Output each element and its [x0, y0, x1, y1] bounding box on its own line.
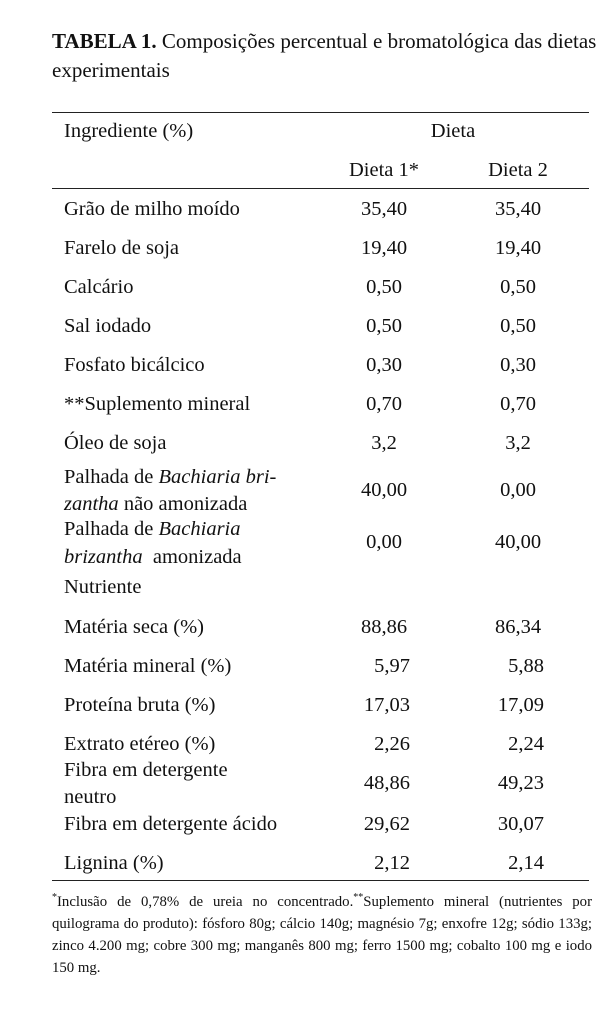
ingredient-d1: 35,40: [360, 198, 408, 220]
ingredient-name: Sal iodado: [64, 315, 152, 337]
header-dieta-2: Dieta 2: [488, 159, 548, 181]
nutrient-name: Matéria mineral (%): [64, 655, 232, 677]
ingredient-d1: 0,00: [366, 531, 402, 553]
nutrient-d2: 2,14: [508, 852, 544, 874]
header-dieta-group: Dieta: [430, 120, 476, 142]
header-rule: [52, 188, 589, 189]
nutrient-d2: 17,09: [497, 694, 544, 716]
ingredient-d2: 0,70: [500, 393, 536, 415]
ingredient-d1: 0,70: [366, 393, 402, 415]
ingredient-d1: 3,2: [371, 432, 397, 454]
ingredient-d2: 40,00: [494, 531, 542, 553]
ingredient-d1: 0,50: [366, 315, 402, 337]
nutrient-d1: 2,12: [374, 852, 410, 874]
top-rule: [52, 112, 589, 113]
nutrient-d2: 2,24: [508, 733, 544, 755]
ingredient-name: Fosfato bicálcico: [64, 354, 205, 376]
nutrient-d1: 29,62: [363, 813, 410, 835]
header-dieta-1: Dieta 1*: [348, 159, 420, 181]
header-ingredient: Ingrediente (%): [64, 120, 194, 142]
nutrient-d1: 5,97: [374, 655, 410, 677]
caption-text: Composições percentual e bromatológica das dietas experimentais: [52, 29, 597, 82]
ingredient-d2: 0,00: [500, 479, 536, 501]
table-footnote: *Inclusão de 0,78% de ureia no concentrado.**Suplemento mineral (nutrientes por quilograma do produto): fósforo 80g; cálcio 140g; magnésio 7g; enxofre 12g; sódio 133g; zinco 4.200 mg; cobre 300 mg; manganês 800 mg; ferro 1500 mg; cobalto 100 mg e iodo 150 mg.: [52, 892, 592, 976]
nutrient-d1: 88,86: [360, 616, 408, 638]
ingredient-d1: 40,00: [360, 479, 408, 501]
nutrient-d2: 49,23: [497, 772, 544, 794]
nutrient-section-header: Nutriente: [64, 576, 142, 598]
ingredient-name: Calcário: [64, 276, 134, 298]
nutrient-d2: 5,88: [508, 655, 544, 677]
ingredient-name: Grão de milho moído: [64, 198, 240, 220]
ingredient-d2: 0,50: [500, 315, 536, 337]
nutrient-name: Extrato etéreo (%): [64, 733, 216, 755]
table-caption: [52, 27, 597, 85]
ingredient-d2: 3,2: [505, 432, 531, 454]
ingredient-name: **Suplemento mineral: [64, 393, 251, 415]
nutrient-d1: 2,26: [374, 733, 410, 755]
ingredient-d1: 0,30: [366, 354, 402, 376]
ingredient-name-palhada-amonizada: Palhada de Bachiaria brizantha amonizada: [64, 518, 242, 568]
ingredient-d1: 19,40: [360, 237, 408, 259]
ingredient-d1: 0,50: [366, 276, 402, 298]
bottom-rule: [52, 880, 589, 881]
nutrient-name: Lignina (%): [64, 852, 164, 874]
nutrient-d1: 48,86: [363, 772, 410, 794]
ingredient-d2: 19,40: [494, 237, 542, 259]
nutrient-d1: 17,03: [363, 694, 410, 716]
nutrient-name-fdn: Fibra em detergente neutro: [64, 759, 228, 808]
nutrient-d2: 30,07: [497, 813, 544, 835]
ingredient-d2: 35,40: [494, 198, 542, 220]
ingredient-name: Óleo de soja: [64, 432, 167, 454]
ingredient-name-palhada-nao-amonizada: Palhada de Bachiaria bri- zantha não amonizada: [64, 466, 277, 515]
nutrient-name: Matéria seca (%): [64, 616, 204, 638]
ingredient-d2: 0,30: [500, 354, 536, 376]
nutrient-name: Proteína bruta (%): [64, 694, 216, 716]
nutrient-d2: 86,34: [494, 616, 542, 638]
caption-label: TABELA 1.: [52, 29, 157, 53]
ingredient-d2: 0,50: [500, 276, 536, 298]
ingredient-name: Farelo de soja: [64, 237, 179, 259]
nutrient-name: Fibra em detergente ácido: [64, 813, 278, 835]
